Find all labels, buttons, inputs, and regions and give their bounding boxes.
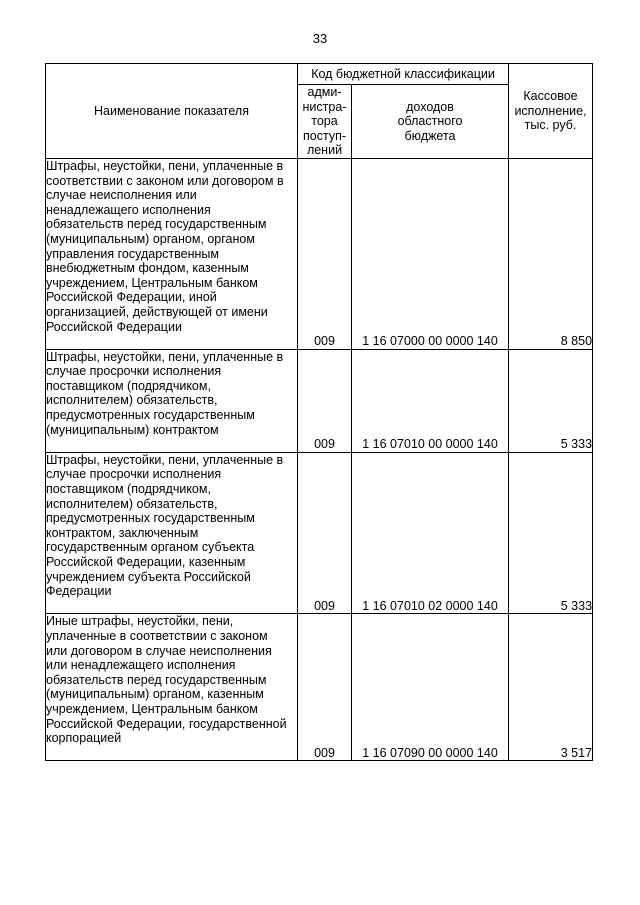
indicator-name-cell (46, 452, 298, 614)
table-row (46, 452, 593, 614)
indicator-name-line: обязательств перед государственным (46, 217, 267, 232)
indicator-name-line: Российской Федерации (46, 319, 182, 334)
table-row (46, 349, 593, 452)
indicator-name-line: случае неисполнения или (46, 188, 197, 203)
indicator-name-spacer (46, 437, 297, 452)
header-cash-cell (509, 64, 593, 159)
admin-code-cell: 009 (298, 158, 352, 349)
amount-cell: 5 333 (509, 452, 593, 614)
indicator-name-line: соответствии с законом или договором в (46, 173, 284, 188)
header-code-group: Код бюджетной классификации (311, 66, 495, 81)
indicator-name-spacer (46, 746, 297, 761)
indicator-name-cell (46, 349, 298, 452)
indicator-name-line: (муниципальным) органом, казенным (46, 687, 264, 702)
indicator-name-spacer (46, 599, 297, 614)
header-cash-line: исполнение, (514, 103, 587, 118)
budget-code-cell: 1 16 07090 00 0000 140 (352, 614, 509, 761)
indicator-name-line: контрактом, заключенным (46, 525, 199, 540)
indicator-name-line: обязательств перед государственным (46, 672, 267, 687)
page-number: 33 (312, 31, 328, 46)
header-income-line: областного (397, 114, 463, 129)
indicator-name-line: поставщиком (подрядчиком, (46, 378, 211, 393)
indicator-name-line: государственным органом субъекта (46, 540, 255, 555)
header-cash-line: тыс. руб. (524, 118, 577, 133)
amount-cell: 8 850 (509, 158, 593, 349)
indicator-name-line: (муниципальным) органом, органом (46, 231, 255, 246)
indicator-name-line: исполнителем) обязательств, (46, 393, 218, 408)
header-admin-line: адми- (307, 85, 342, 99)
indicator-name-line: Иные штрафы, неустойки, пени, (46, 614, 234, 629)
header-admin-line: поступ- (302, 128, 347, 143)
header-admin-line: лений (306, 143, 343, 158)
table-row (46, 614, 593, 761)
header-income-line: бюджета (404, 128, 456, 143)
indicator-name-line: случае просрочки исполнения (46, 467, 222, 482)
indicator-name-line: учреждением, Центральным банком (46, 275, 258, 290)
indicator-name-line: или договором в случае неисполнения (46, 643, 272, 658)
budget-table (45, 63, 593, 761)
indicator-name-line: (муниципальным) контрактом (46, 422, 219, 437)
table-row (46, 158, 593, 349)
indicator-name-line: Штрафы, неустойки, пени, уплаченные в (46, 349, 284, 364)
header-admin-line: тора (311, 114, 338, 129)
indicator-name-line: исполнителем) обязательств, (46, 496, 218, 511)
indicator-name-line: Российской Федерации, государственной (46, 716, 287, 731)
indicator-name-cell (46, 158, 298, 349)
indicator-name-line: Штрафы, неустойки, пени, уплаченные в (46, 452, 284, 467)
indicator-name-line: организацией, действующей от имени (46, 304, 268, 319)
indicator-name-line: Федерации (46, 584, 112, 599)
admin-code-cell: 009 (298, 614, 352, 761)
indicator-name-line: управления государственным (46, 246, 219, 261)
indicator-name-line: предусмотренных государственным (46, 408, 255, 423)
indicator-name-line: Российской Федерации, иной (46, 290, 217, 305)
header-income-line: доходов (406, 99, 454, 114)
amount-cell: 3 517 (509, 614, 593, 761)
header-income-cell (352, 85, 509, 159)
indicator-name-line: Российской Федерации, казенным (46, 555, 246, 569)
indicator-name-line: внебюджетным фондом, казенным (46, 261, 249, 276)
indicator-name-line: предусмотренных государственным (46, 511, 255, 526)
indicator-name-line: случае просрочки исполнения (46, 364, 222, 379)
indicator-name-line: уплаченные в соответствии с законом (46, 628, 268, 643)
indicator-name-line: учреждением субъекта Российской (46, 569, 251, 584)
budget-code-cell: 1 16 07010 02 0000 140 (352, 452, 509, 614)
header-admin-line: нистра- (302, 99, 347, 114)
header-admin-cell (298, 85, 352, 159)
admin-code-cell: 009 (298, 349, 352, 452)
indicator-name-line: учреждением, Центральным банком (46, 701, 258, 716)
header-name-cell (46, 64, 298, 159)
indicator-name-line: ненадлежащего исполнения (46, 202, 211, 217)
indicator-name-line: поставщиком (подрядчиком, (46, 482, 211, 497)
amount-cell: 5 333 (509, 349, 593, 452)
budget-code-cell: 1 16 07010 00 0000 140 (352, 349, 509, 452)
indicator-name-spacer (46, 334, 297, 349)
indicator-name-line: Штрафы, неустойки, пени, уплаченные в (46, 158, 284, 173)
header-name: Наименование показателя (94, 103, 249, 118)
budget-code-cell: 1 16 07000 00 0000 140 (352, 158, 509, 349)
header-row-top (46, 64, 593, 85)
header-cash-line: Кассовое (523, 89, 578, 104)
indicator-name-line: корпорацией (46, 731, 122, 746)
header-code-group-cell (298, 64, 509, 85)
indicator-name-line: или ненадлежащего исполнения (46, 658, 236, 673)
indicator-name-cell (46, 614, 298, 761)
admin-code-cell: 009 (298, 452, 352, 614)
